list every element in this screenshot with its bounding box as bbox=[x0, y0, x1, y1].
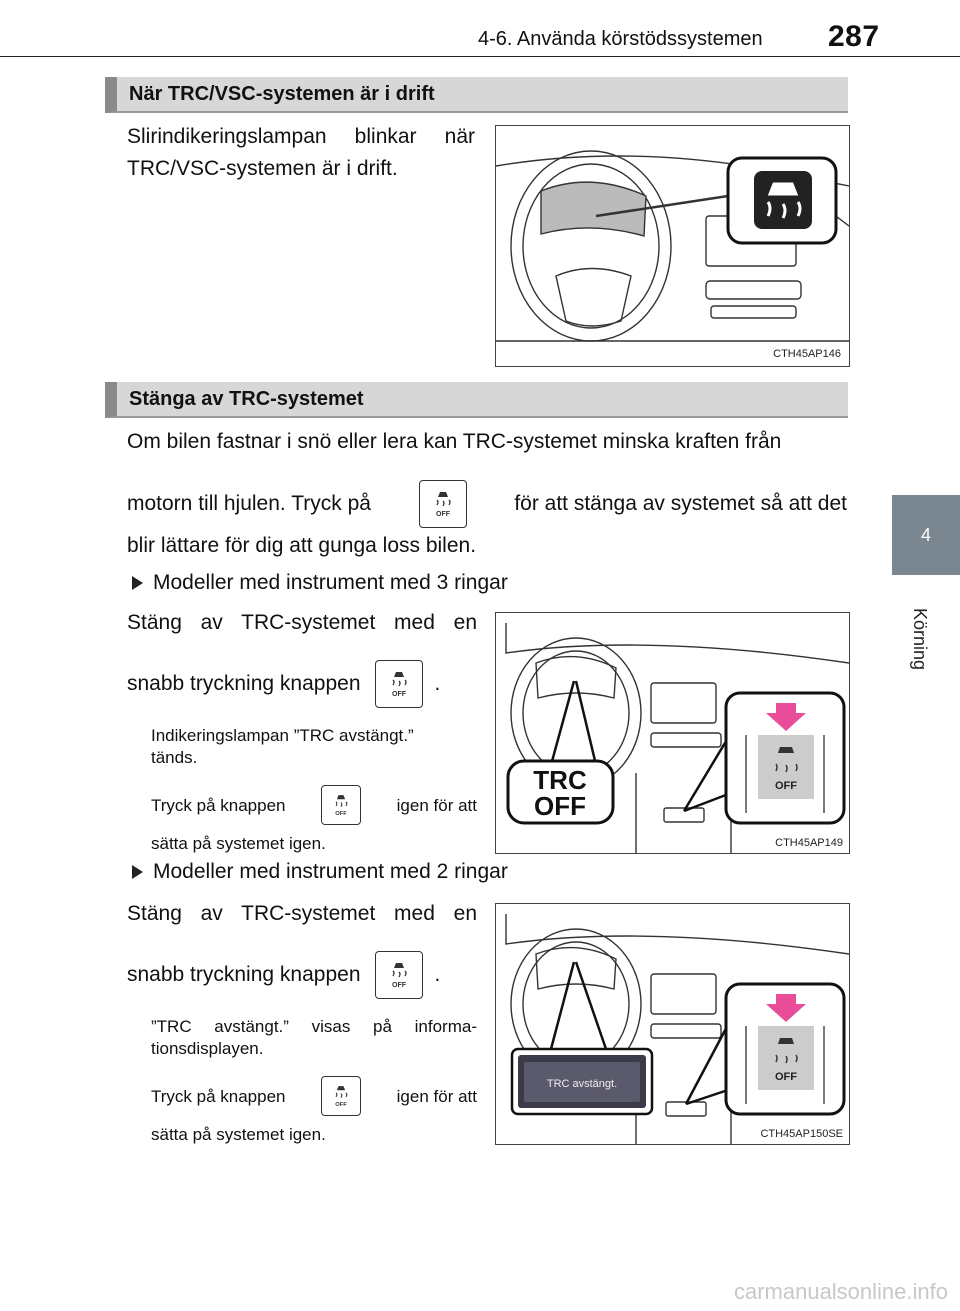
trc-off-button-icon bbox=[419, 480, 467, 528]
off-label: OFF bbox=[435, 511, 450, 518]
info-display-text: TRC avstängt. bbox=[546, 1078, 618, 1090]
figure-code: CTH45AP149 bbox=[775, 837, 843, 849]
chapter-tab bbox=[892, 495, 960, 575]
2rings-note2-line2: sätta på systemet igen. bbox=[151, 1125, 326, 1144]
section-heading-trc-vsc-active bbox=[105, 77, 848, 113]
slip-indicator-text-line1: Slirindikeringslampan blinkar när bbox=[127, 125, 475, 148]
section-heading-text: När TRC/VSC-systemen är i drift bbox=[129, 83, 435, 105]
intro-text-line1: Om bilen fastnar i snö eller lera kan TRC-systemet minska kraften från bbox=[127, 430, 782, 453]
slip-indicator-text-line2: TRC/VSC-systemen är i drift. bbox=[127, 157, 398, 180]
header-section-title: 4-6. Använda körstödssystemen bbox=[478, 28, 763, 50]
button-off-label: OFF bbox=[775, 780, 797, 792]
svg-text:OFF: OFF bbox=[335, 1101, 347, 1108]
3rings-note1-line2: tänds. bbox=[151, 748, 198, 767]
trc-off-button-icon bbox=[321, 1076, 361, 1116]
intro-text-line2-start: motorn till hjulen. Tryck på bbox=[127, 492, 371, 515]
trc-off-button-icon bbox=[321, 785, 361, 825]
header-divider bbox=[0, 56, 960, 57]
section-heading-trc-off bbox=[105, 382, 848, 418]
subheading-3-rings: Modeller med instrument med 3 ringar bbox=[132, 562, 508, 604]
watermark: carmanualsonline.info bbox=[733, 1279, 948, 1304]
off-indicator-text: OFF bbox=[534, 791, 586, 821]
2rings-line2: snabb tryckning knappen OFF . bbox=[127, 951, 440, 999]
section-heading-text: Stänga av TRC-systemet bbox=[129, 388, 364, 410]
dashboard-illustration bbox=[496, 904, 849, 1144]
figure-slip-indicator bbox=[495, 125, 850, 367]
2rings-note2: Tryck på knappen OFF igen för att bbox=[151, 1076, 477, 1116]
svg-text:OFF: OFF bbox=[391, 982, 406, 989]
triangle-bullet-icon bbox=[132, 865, 143, 879]
chapter-number: 4 bbox=[920, 524, 931, 545]
3rings-line1: Stäng av TRC-systemet med en bbox=[127, 611, 477, 634]
dashboard-illustration bbox=[496, 613, 849, 853]
3rings-note2: Tryck på knappen OFF igen för att bbox=[151, 785, 477, 825]
intro-text-line3: blir lättare för dig att gunga loss bilen. bbox=[127, 534, 477, 557]
trc-indicator-text: TRC bbox=[533, 765, 587, 795]
intro-text-line2 bbox=[127, 480, 847, 528]
2rings-note1-line1: ”TRC avstängt.” visas på informa- bbox=[151, 1017, 477, 1036]
svg-text:OFF: OFF bbox=[391, 691, 406, 698]
triangle-bullet-icon bbox=[132, 576, 143, 590]
figure-code: CTH45AP146 bbox=[773, 348, 841, 360]
figure-3-rings bbox=[495, 612, 850, 854]
button-off-label: OFF bbox=[775, 1071, 797, 1083]
3rings-line2: snabb tryckning knappen OFF . bbox=[127, 660, 440, 708]
2rings-note1-line2: tionsdisplayen. bbox=[151, 1039, 264, 1058]
3rings-note2-line2: sätta på systemet igen. bbox=[151, 834, 326, 853]
chapter-label: Körning bbox=[910, 607, 931, 671]
3rings-note1-line1: Indikeringslampan ”TRC avstängt.” bbox=[151, 726, 414, 745]
intro-text-line2-end: för att stänga av systemet så att det bbox=[514, 492, 847, 515]
trc-off-button-icon bbox=[375, 951, 423, 999]
subheading-2-rings: Modeller med instrument med 2 ringar bbox=[132, 851, 508, 893]
figure-code: CTH45AP150SE bbox=[760, 1128, 843, 1140]
2rings-line1: Stäng av TRC-systemet med en bbox=[127, 902, 477, 925]
page-number: 287 bbox=[828, 20, 880, 53]
svg-text:OFF: OFF bbox=[335, 810, 347, 817]
figure-2-rings bbox=[495, 903, 850, 1145]
trc-off-button-icon bbox=[375, 660, 423, 708]
dashboard-illustration bbox=[496, 126, 849, 366]
